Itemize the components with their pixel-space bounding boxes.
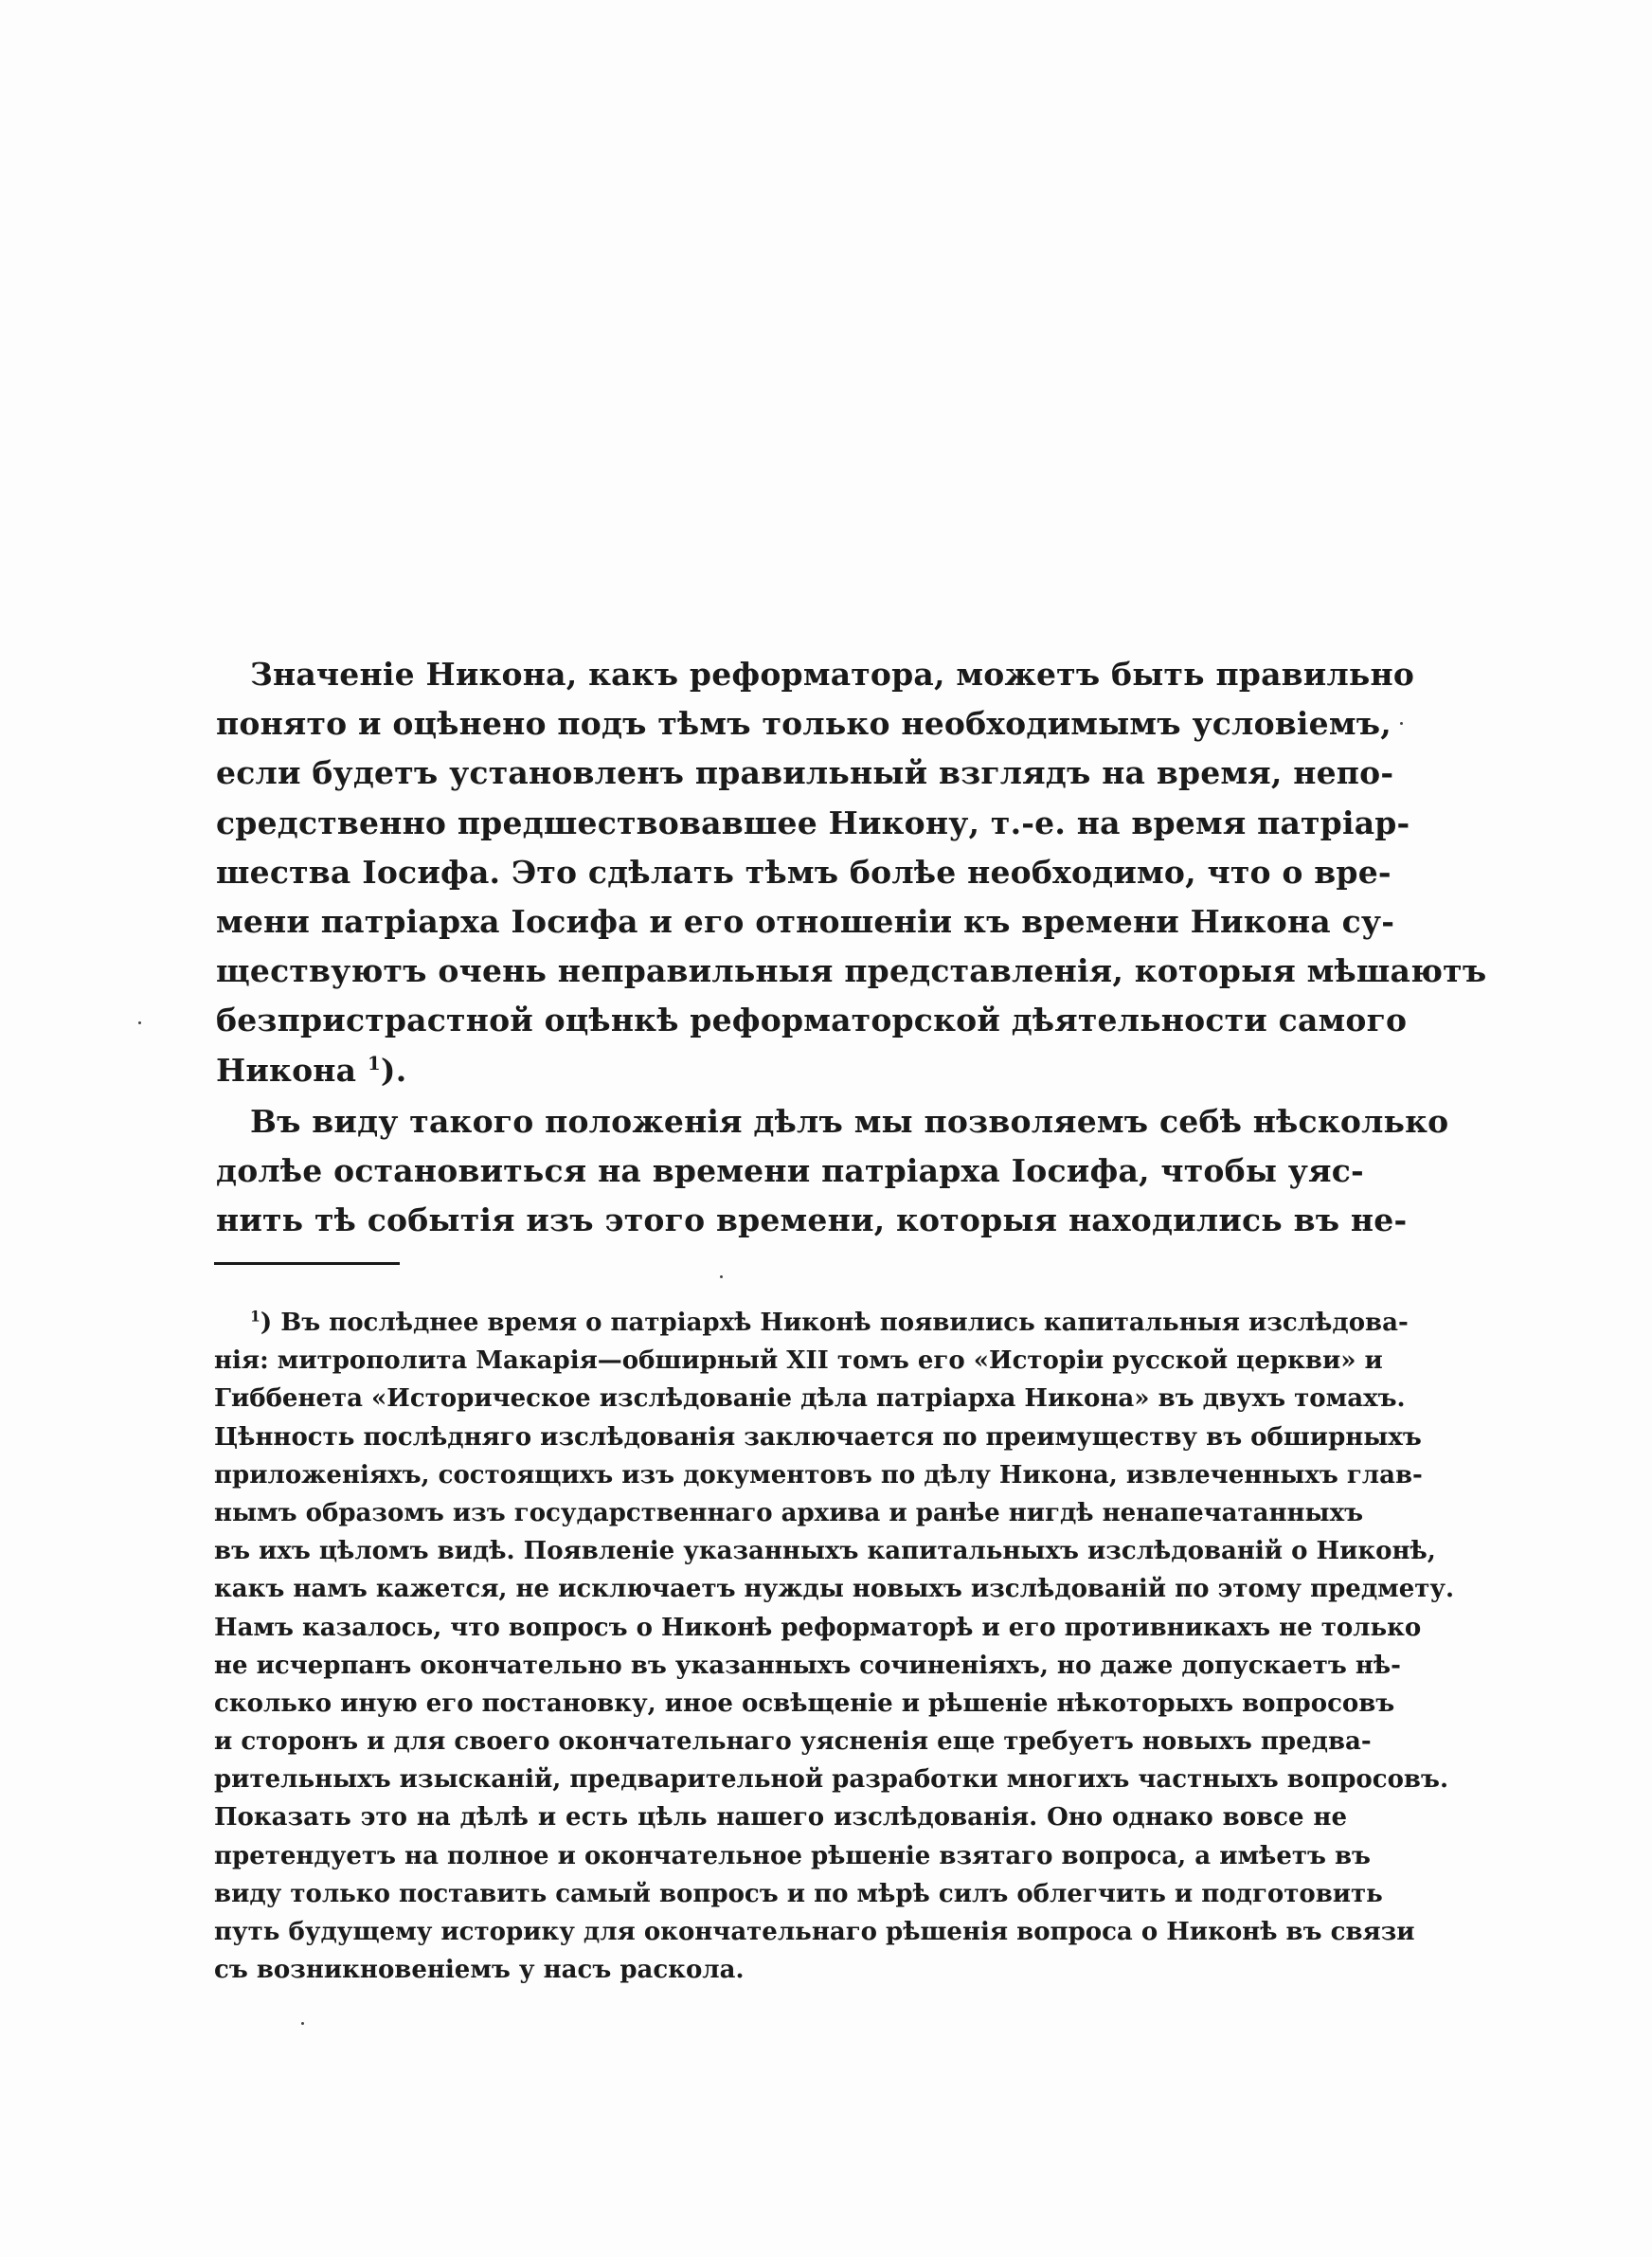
text-line: Значеніе Никона, какъ реформатора, можетъ быть правильно [250, 656, 1415, 693]
footnote-line: нія: митрополита Макарія—обширный XII томъ его «Исторіи русской церкви» и [214, 1346, 1383, 1376]
footnote-line: Цѣнность послѣдняго изслѣдованія заключается по преимуществу въ обширныхъ [214, 1422, 1422, 1452]
footnote-line: сколько иную его постановку, иное освѣщеніе и рѣшеніе нѣкоторыхъ вопросовъ [214, 1688, 1395, 1718]
text-line: понято и оцѣнено подъ тѣмъ только необходимымъ условіемъ, [216, 705, 1392, 743]
footnote-line: нымъ образомъ изъ государственнаго архива и ранѣе нигдѣ ненапечатанныхъ [214, 1498, 1364, 1527]
footnote-line: Показать это на дѣлѣ и есть цѣль нашего изслѣдованія. Оно однако вовсе не [214, 1803, 1347, 1833]
footnote-line: претендуетъ на полное и окончательное рѣшеніе взятаго вопроса, а имѣетъ въ [214, 1841, 1371, 1870]
footnote-line: какъ намъ кажется, не исключаетъ нужды новыхъ изслѣдованій по этому предмету. [214, 1575, 1455, 1604]
scan-speck [1400, 722, 1403, 725]
footnote-line: путь будущему историку для окончательнаго рѣшенія вопроса о Никонѣ въ связи [214, 1918, 1415, 1946]
text-line: нить тѣ событія изъ этого времени, которыя находились въ не- [216, 1201, 1408, 1239]
footnote-line: не исчерпанъ окончательно въ указанныхъ сочиненіяхъ, но даже допускаетъ нѣ- [214, 1651, 1401, 1680]
footnote-line: приложеніяхъ, состоящихъ изъ документовъ по дѣлу Никона, извлеченныхъ глав- [214, 1460, 1423, 1490]
text-line: ществуютъ очень неправильныя представленія, которыя мѣшаютъ [216, 952, 1487, 990]
footnote-reference: 1 [367, 1051, 381, 1074]
footnote-line: рительныхъ изысканій, предварительной разработки многихъ частныхъ вопросовъ. [214, 1765, 1448, 1795]
footnote-block [214, 1304, 1455, 1989]
text-line: средственно предшествовавшее Никону, т.-е. на время патріар- [216, 803, 1410, 841]
footnote-line: ) Въ послѣднее время о патріархѣ Никонѣ появились капитальныя изслѣдова- [260, 1309, 1409, 1337]
paragraph-end-line [216, 1046, 1349, 1095]
footnote-line: Намъ казалось, что вопросъ о Никонѣ реформаторѣ и его противникахъ не только [214, 1613, 1422, 1642]
footnote-line: въ ихъ цѣломъ видѣ. Появленіе указанныхъ капитальныхъ изслѣдованій о Никонѣ, [214, 1537, 1436, 1566]
text-line: долѣе остановиться на времени патріарха Іосифа, чтобы уяс- [216, 1151, 1364, 1189]
footnote-marker: 1 [250, 1307, 260, 1326]
footnote-line: съ возникновеніемъ у насъ раскола. [214, 1956, 745, 1985]
scan-speck [720, 1275, 723, 1278]
footnote-reference-close: ). [380, 1051, 407, 1089]
text-line: если будетъ установленъ правильный взглядъ на время, непо- [216, 754, 1394, 792]
text-line: шества Іосифа. Это сдѣлать тѣмъ болѣе необходимо, что о вре- [216, 853, 1392, 891]
footnote-line: Гиббенета «Историческое изслѣдованіе дѣла патріарха Никона» въ двухъ томахъ. [214, 1384, 1406, 1414]
footnote-line: и сторонъ и для своего окончательнаго уясненія еще требуетъ новыхъ предва- [214, 1727, 1372, 1757]
footnote-first-line [214, 1304, 1409, 1342]
text-line: Въ виду такого положенія дѣлъ мы позволяемъ себѣ нѣсколько [250, 1102, 1449, 1140]
text-line: Никона [216, 1051, 357, 1089]
text-line: безпристрастной оцѣнкѣ реформаторской дѣятельности самого [216, 1002, 1408, 1039]
scan-speck [138, 1021, 141, 1024]
scan-speck [301, 2022, 304, 2025]
footnote-divider [214, 1262, 400, 1265]
text-line: мени патріарха Іосифа и его отношеніи къ времени Никона су- [216, 902, 1395, 940]
main-text-block [216, 650, 1487, 1245]
footnote-line: виду только поставить самый вопросъ и по мѣрѣ силъ облегчить и подготовить [214, 1879, 1383, 1908]
